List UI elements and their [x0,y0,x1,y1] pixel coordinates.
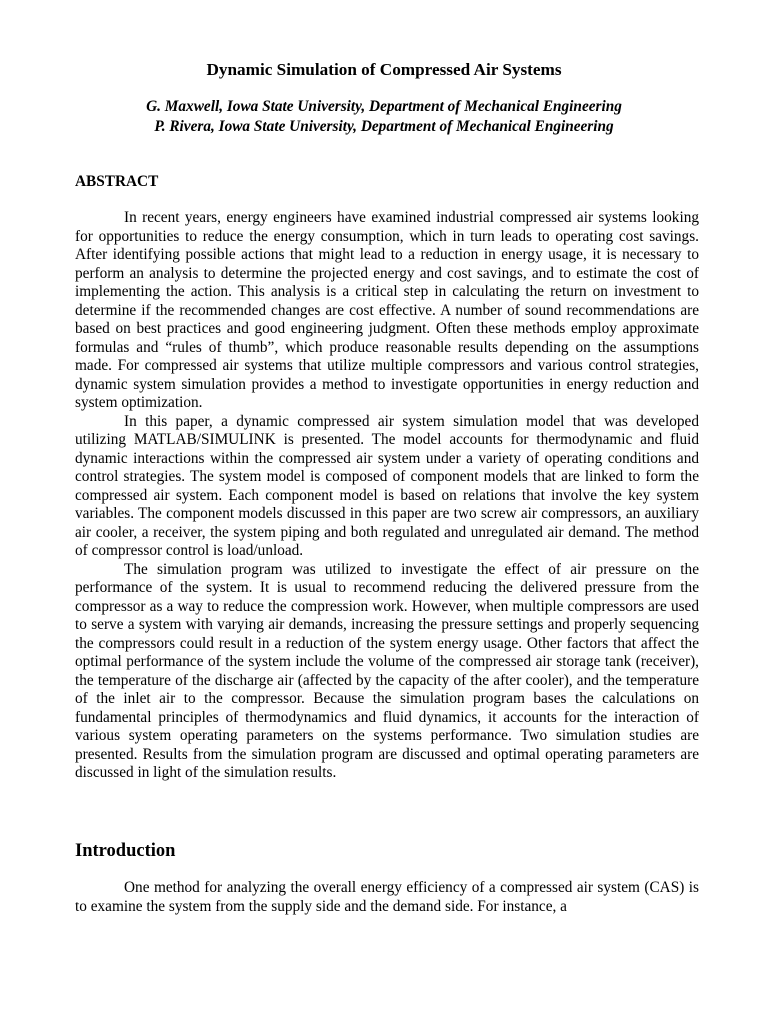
introduction-paragraph: One method for analyzing the overall energy efficiency of a compressed air system (CAS) is to examine the system from the supply side and the demand side. For instance, a [75,879,699,915]
author-line: P. Rivera, Iowa State University, Department of Mechanical Engineering [154,118,614,135]
abstract-body [75,209,699,783]
abstract-paragraph: The simulation program was utilized to investigate the effect of air pressure on the performance of the system. It is usual to recommend reducing the delivered pressure from the compressor as a way to reduce the compression work. However, when multiple compressors are used to serve a system with varying air demands, increasing the pressure settings and properly sequencing the compressors could result in a reduction of the system energy usage. Other factors that affect the optimal performance of the system include the volume of the compressed air storage tank (receiver), the temperature of the discharge air (affected by the capacity of the after cooler), and the temperature of the inlet air to the compressor. Because the simulation program bases the calculations on fundamental principles of thermodynamics and fluid dynamics, it accounts for the interaction of various system operating parameters on the systems performance. Two simulation studies are presented. Results from the simulation program are discussed and optimal operating parameters are discussed in light of the simulation results. [75,560,699,781]
paper-title: Dynamic Simulation of Compressed Air Systems [206,60,562,79]
abstract-paragraph: In recent years, energy engineers have examined industrial compressed air systems looking for opportunities to reduce the energy consumption, which in turn leads to operating cost savings. After identifying possible actions that might lead to a reduction in energy usage, it is necessary to perform an analysis to determine the projected energy and cost savings, and to estimate the cost of implementing the action. This analysis is a critical step in calculating the return on investment to determine if the recommended changes are cost effective. A number of sound recommendations are based on best practices and good engineering judgment. Often these methods employ approximate formulas and “rules of thumb”, which produce reasonable results depending on the assumptions made. For compressed air systems that utilize multiple compressors and various control strategies, dynamic system simulation provides a method to investigate opportunities in energy reduction and system optimization. [75,209,699,411]
abstract-heading: ABSTRACT [75,173,159,190]
abstract-paragraph: In this paper, a dynamic compressed air system simulation model that was developed utilizing MATLAB/SIMULINK is presented. The model accounts for thermodynamic and fluid dynamic interactions within the compressed air system under a variety of operating conditions and control strategies. The system model is composed of component models that are linked to form the compressed air system. Each component model is based on relations that involve the key system variables. The component models discussed in this paper are two screw air compressors, an auxiliary air cooler, a receiver, the system piping and both regulated and unregulated air demand. The method of compressor control is load/unload. [75,412,699,559]
introduction-body [75,879,699,916]
section-heading-introduction: Introduction [75,841,176,861]
author-line: G. Maxwell, Iowa State University, Department of Mechanical Engineering [146,98,622,115]
author-list [0,97,768,137]
